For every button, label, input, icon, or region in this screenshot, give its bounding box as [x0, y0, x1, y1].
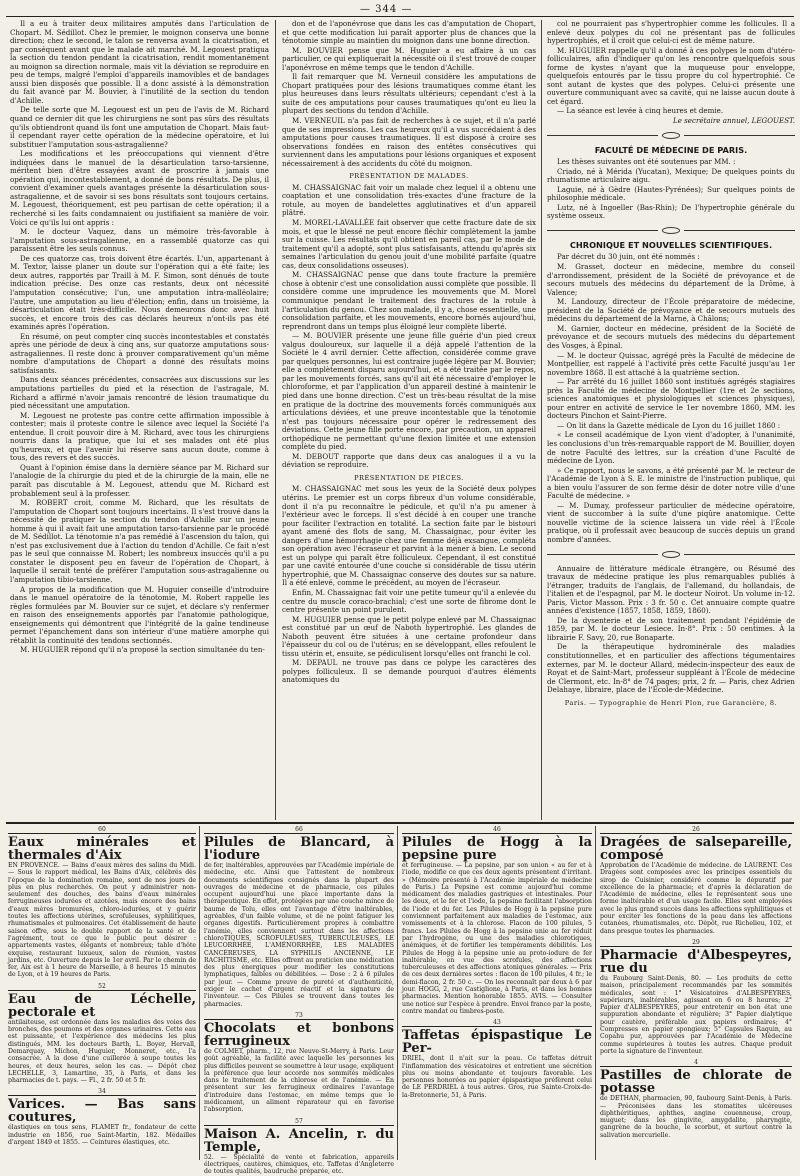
faculty-heading: FACULTÉ DE MÉDECINE DE PARIS.: [594, 144, 748, 155]
paragraph: M. HUGUIER répond qu'il n'a proposé la section simultanée du ten-: [20, 645, 265, 655]
ad-number: 26: [600, 826, 792, 834]
paragraph: Lutz, né à Ingoeller (Bas-Rhin); De l'hypertrophie générale du système osseux.: [547, 202, 795, 221]
ad-title: Taffetas épispastique Le Per-: [402, 1028, 592, 1057]
paragraph: De ces quatorze cas, trois doivent être écartés. L'un, appartenant à M. Textor, laisse planer un doute sur l'opération qui a été faite; les deux autres, rapportés par Traill à M. F. Simon, sont dénués de toute indication précise. Des onze cas restants, deux ont nécessité l'amputation consécutive; l'un, une amputation intra-malléolaire; l'autre, une amputation au lieu d'élection; enfin, dans un troisième, la désarticulation était très-difficile. Nous demeurons donc avec huit succès, et encore trois des cas déclarés heureux n'ont-ils pas été examinés après l'opération.: [10, 253, 269, 332]
ad-block: [402, 826, 592, 1015]
ad-column-1: [8, 826, 196, 1160]
ad-column-2: [204, 826, 394, 1176]
paragraph: De telle sorte que M. Legouest est un peu de l'avis de M. Richard quand ce dernier dit que les chirurgiens ne sont pas sûrs des résultats qu'ils obtiendront quand ils font une amputation de Chopart. Mais faut-il cependant rayer cette opération de la médecine opératoire, et lui substituer l'amputation sous-astragalienne?: [10, 105, 269, 149]
ad-body: EN PROVENCE. — Bains d'eaux mères des salins du Midi. — Sous le rapport médical, les Bains d'Aix, célébrés dès l'époque de la domination romaine, sont de nos jours de plus en plus recherchés. On peut y administrer non-seulement des douches, des bains d'eaux minérales ferrugineuses iodurées et azotées, mais encore des bains d'eaux mères bromurées, chloro-iodurées, et y guérir toutes les affections utérines, scrofuleuses, syphilitiques, rhumatismales et pulmonaires. Cet établissement de haute saison offre, sous le double rapport de la santé et de l'agrément, tout ce que le public peut désirer : appartements vastes, élégants et nombreux; table d'hôte exquise, restaurant luxueux, salon de réunion, vastes jardins, etc. Ouverture depuis le 1er avril. Par le chemin de fer, Aix est à 1 heure de Marseille, à 8 heures 15 minutes de Lyon, et à 19 heures de Paris.: [8, 862, 196, 979]
paragraph: Enfin, M. Chassaignac fait voir une petite tumeur qu'il a enlevée du centre du muscle coraco-brachial; c'est une sorte de fibrome dont le centre présente un point purulent.: [282, 588, 536, 615]
section-subheading: PRÉSENTATION DE PIÈCES.: [354, 473, 464, 482]
paragraph: M. BOUVIER pense que M. Huguier a eu affaire à un cas particulier, ce qui expliquerait la nécessité où il s'est trouvé de couper l'aponévrose en même temps que le tendon d'Achille.: [282, 45, 536, 72]
column-divider: [595, 826, 596, 1160]
ad-title: Dragées de salsepareille, composé: [600, 835, 792, 863]
paragraph: M. DEBOUT rapporte que dans deux cas analogues il a vu la déviation se reproduire.: [282, 451, 536, 470]
ad-body: de COLMET, pharm., 12, rue Neuve-St-Merry, à Paris. Leur goût agréable, la facilité avec laquelle les personnes les plus difficiles peuvent se soumettre à leur usage, expliquent la préférence que leur accorde nos sommités médicales dans le traitement de la chlorose et de l'anémie. — En présentent sur les ferrugineux ordinaires l'avantage d'introduire dans l'estomac, en même temps que le médicament, un aliment réparateur qui en favorise l'absorption.: [204, 1047, 394, 1114]
column-divider: [397, 826, 398, 1160]
paragraph: Quant à l'opinion émise dans la dernière séance par M. Richard sur l'analogie de la chirurgie du pied et de la chirurgie de la main, elle ne paraît pas discutable à M. Legouest, attendu que M. Richard est probablement seul à la professer.: [10, 462, 269, 498]
ad-number: 4: [600, 1059, 792, 1067]
paragraph: M. Garnier, docteur en médecine, président de la Société de prévoyance et de secours mutuels des médecins du département des Vosges, à Épinal.: [547, 323, 795, 350]
paragraph: M. ROBERT croit, comme M. Richard, que les résultats de l'amputation de Chopart sont toujours incertains. Il s'est trouvé dans la nécessité de pratiquer la section du tendon d'Achille sur un jeune homme à qui il avait fait une amputation tarso-tarsienne par le procédé de M. Sédillot. La ténotomie n'a pas remédié à l'ascension du talon, qui n'est pas exclusivement due à l'action du tendon d'Achille. Ce fait n'est pas le seul que connaisse M. Robert; les nombreux insuccès qu'il a pu constater le disposent peu en faveur de l'opération de Chopart, à laquelle il serait tenté de préférer l'amputation sous-astragalienne ou l'amputation tibio-tarsienne.: [10, 498, 269, 584]
column-2: [282, 20, 536, 820]
top-rule: [6, 16, 794, 17]
paragraph: A propos de la modification que M. Huguier conseille d'introduire dans le manuel opératoire de la ténotomie, M. Robert rappelle les règles formulées par M. Bouvier sur ce sujet, et déclare s'y renfermer en raison des enseignements apportés par l'anatomie pathologique, enseignements qui démontrent que l'intégrité de la gaîne tendineuse permet l'épanchement dans son intérieur d'une matière amorphe qui rétablit la continuité des tendons sectionnés.: [10, 584, 269, 645]
paragraph: Il a eu à traiter deux militaires amputés dans l'articulation de Chopart. M. Sédillot. Chez le premier, le moignon conserva une bonne direction; chez le second, le talon se renversa avant la cicatrisation, et par conséquent avant que le malade ait marché. M. Legouest pratiqua la section du tendon pendant la cicatrisation, rendit momentanément au moignon sa direction normale, mais vit la déviation se reproduire en peu de temps, malgré l'emploi d'appareils inamovibles et de bandages aussi bien disposés que possible. Il a donc assisté à la démonstration du fait avancé par M. Bouvier, à l'inutilité de la section du tendon d'Achille.: [10, 19, 269, 105]
column-divider: [199, 826, 200, 1160]
ad-number: 29: [600, 939, 792, 947]
paragraph: M. HUGUIER rappelle qu'il a donné à ces polypes le nom d'utéro-folliculaires, afin d'indiquer qu'on les rencontre quelquefois sous forme de kystes n'ayant que la muqueuse pour enveloppe, quelquefois entourés par le tissu propre du col hypertrophié. Ce sont autant de kystes que des polypes. Celui-ci présente une ouverture communiquant avec sa cavité, qui ne laisse aucun doute à cet égard.: [547, 45, 795, 106]
ad-block: [600, 826, 792, 935]
ad-number: 57: [204, 1118, 394, 1126]
paragraph: M. MOREL-LAVALLÉE fait observer que cette fracture date de six mois, et que le blessé ne peut encore fléchir complètement la jambe sur la cuisse. Les résultats qu'il obtient en pareil cas, par le mode de traitement qu'il a adopté, sont plus satisfaisants, attendu qu'après six semaines l'articulation du genou jouit d'une mobilité parfaite (quatre cas, deux consolidations osseuses).: [282, 218, 536, 270]
bibliography-entry: Annuaire de littérature médicale étrangère, ou Résumé des travaux de médecine pratique les plus remarquables publiés à l'étranger, traduits de l'anglais, de l'allemand, du hollandais, de l'italien et de l'espagnol, par M. le docteur Noirot. Un volume in-12. Paris, Victor Masson. Prix : 3 fr. 50 c. Cet annuaire compte quatre années d'existence (1857, 1858, 1859, 1860).: [547, 563, 795, 616]
ad-number: 66: [204, 826, 394, 834]
ad-block: [600, 939, 792, 1055]
paragraph: Dans deux séances précédentes, consacrées aux discussions sur les amputations partielles du pied et la résection de l'astragale, M. Richard a affirmé n'avoir jamais rencontré de lésion traumatique du pied nécessitant une amputation.: [10, 375, 269, 411]
ad-block: [204, 1118, 394, 1176]
ad-number: 60: [8, 826, 196, 834]
paragraph: Criado, né à Mérida (Yucatan), Mexique; De quelques points du rhumatisme articulaire aigu.: [547, 166, 795, 185]
ad-column-4: [600, 826, 792, 1160]
paragraph: — M. BOUVIER présente une jeune fille guérie d'un pied creux valgus douloureux, sur laquelle il a déjà appelé l'attention de la Société le 4 avril dernier. Cette affection, considérée comme grave par quelques personnes, lui est contraire jugée légère par M. Bouvier; elle a complètement disparu aujourd'hui, et a été traitée par le repos, par les mouvements forcés, sans qu'il ait été nécessaire d'employer le chloroforme, et par l'application d'un appareil destiné à maintenir le pied dans une bonne direction. C'est un très-beau résultat de la mise en pratique de la doctrine des mouvements forcés communiqués aux articulations déviées, et une preuve incontestable que la ténotomie n'est pas toujours nécessaire pour opérer le redressement des déviations. Cette jeune fille porte encore, par précaution, un appareil orthopédique ne permettant qu'une flexion limitée et une extension complète du pied.: [282, 331, 536, 452]
paragraph: — Par arrêté du 16 juillet 1860 sont institués agrégés stagiaires près la Faculté de médecine de Montpellier (1re et 2e sections, sciences anatomiques et physiologiques et sciences physiques), pour entrer en activité de service le 1er novembre 1860, MM. les docteurs Pinchon et Saint-Pierre.: [547, 377, 795, 421]
ad-body: 52. — Spécialité de vente et fabrication, appareils électriques, cautères, chimiques, etc. Taffetas d'Angleterre de toutes qualités, baudruche préparée, etc.: [204, 1153, 394, 1176]
paragraph: » Ce rapport, nous le savons, a été présenté par M. le recteur de l'Académie de Lyon à S. E. le ministre de l'instruction publique, qui a bien voulu l'assurer de son ferme désir de doter notre ville d'une Faculté de médecine. »: [547, 465, 795, 501]
paragraph: En résumé, on peut compter cinq succès incontestables et constatés après une période de deux à cinq ans, sur quatorze amputations sous-astragaliennes. Il reste donc à prouver comparativement qu'un même nombre d'amputations de Chopart a donné des résultats moins satisfaisants.: [10, 331, 269, 375]
ad-number: 46: [402, 826, 592, 834]
paragraph: M. CHASSAIGNAC met sous les yeux de la Société deux polypes utérins. Le premier est un corps fibreux d'un volume considérable, dont il n'a pu reconnaître le pédicule, et qu'il n'a pu amener à l'extérieur avec le forceps. Il s'est décidé à en couper une tranche pour faciliter l'extraction en totalité. La section faite par le bistouri ayant amené des flots de sang, M. Chassaignac, pour éviter les dangers d'une hémorrhagie chez une femme déjà exsangue, compléta son opération avec l'écraseur et parvint à la mener à bien. Le second est un polype qui paraît être folliculeux. Cependant, il est constitué par une cavité entourée d'une couche si considérable de tissu utérin hypertrophié, que M. Chassaignac conserve des doutes sur sa nature. Il a été enlevé, comme le précédent, au moyen de l'écraseur.: [282, 484, 536, 588]
ornament-divider: [547, 227, 795, 235]
paragraph: M. Landouzy, directeur de l'École préparatoire de médecine, président de la Société de prévoyance et de secours mutuels des médecins du département de la Marne, à Châlons;: [547, 297, 795, 324]
paragraph: col ne pourraient pas s'hypertrophier comme les follicules. Il a enlevé deux polypes du col ne présentant pas de follicules hypertrophiés, et il croit que celui-ci est de même nature.: [547, 19, 795, 46]
paragraph: — La séance est levée à cinq heures et demie.: [557, 106, 724, 116]
paragraph: M. CHASSAIGNAC fait voir un malade chez lequel il a obtenu une coaptation et une consolidation très-exactes d'une fracture de la rotule, au moyen de bandelettes agglutinatives et d'un appareil plâtré.: [282, 182, 536, 218]
page-number: — 344 —: [360, 4, 413, 15]
ad-number: 52: [8, 983, 196, 991]
ad-title: Pharmacie d'Albespeyres, rue du: [600, 947, 792, 976]
ad-block: [402, 1019, 592, 1099]
paragraph: Par décret du 30 juin, ont été nommés :: [557, 252, 700, 262]
ad-body: Approbation de l'Académie de médecine. de LAURENT. Ces Dragées sont composées avec les principes essentiels du sirop de Cuisinier, considéré comme le dépuratif par excellence de la pharmacie; et d'après la déclaration de l'Académie de médecine, elles le représentent sous une forme inaltérable et d'un usage facile. Elles sont employées avec le plus grand succès dans les affections syphilitiques et pour exciter les fonctions de la peau dans les affections cutanées, rhumatismales, etc. Dépôt, rue Richelieu, 102, et dans presque toutes les pharmacies.: [600, 862, 792, 935]
ad-body: de DETHAN, pharmacien, 90, faubourg Saint-Denis, à Paris. — Préconisées dans les stomatites ulcéreuses diphthéritiques, aphthes, angine couenneuse, croup, muguet; dans les gingivite, amygdalite, pharyngite, gangrène de la bouche, le scorbut, et surtout contre la salivation mercurielle.: [600, 1095, 792, 1139]
bibliography-entry: De la thérapeutique hydrominérale des maladies constitutionnelles, et en particulier des affections tégumentaires externes, par M. le docteur Allard, médecin-inspecteur des eaux de Royat et de Saint-Mart, professeur suppléant à l'École de médecine de Clermont, etc. In-8° de 74 pages; prix, 2 fr. — Paris, chez Adrien Delahaye, libraire, place de l'École-de-Médecine.: [547, 642, 795, 695]
ad-body: du Faubourg Saint-Denis, 80. — Les produits de cette maison, principalement recommandés par les sommités médicales, sont : 1° Vésicatoires d'ALBESPEYRES, supérieurs, inaltérables, agissant en 6 ou 8 heures; 2° Papier d'ALBESPEYRES, pour entretenir en bon état une suppuration abondante et régulière; 3° Papier dialytique pour cautère, préférable aux papiers ordinaires; 4° Compresses en papier spongieux; 5° Capsules Raquin, au Copahu pur, approuvées par l'Académie de Médecine comme supérieures à toutes les autres. Chaque produit porte la signature de l'inventeur.: [600, 974, 792, 1055]
paragraph: M. HUGUIER pense que le petit polype enlevé par M. Chassaignac est constitué par un œuf de Naboth hypertrophié. Les glandes de Naboth peuvent être situées à une certaine profondeur dans l'épaisseur du col ou de l'utérus; en se développant, elles refoulent le tissu utérin et, ensuite, se pédiculisent lorsqu'elles ont franchi le col.: [282, 614, 536, 658]
paragraph: M. DEPAUL ne trouve pas dans ce polype les caractères des polypes folliculeux. Il se demande pourquoi d'autres éléments anatomiques du: [282, 658, 536, 685]
paragraph: M. Grasset, docteur en médecine, membre du conseil d'arrondissement, président de la Société de prévoyance et de secours mutuels des médecins du département de la Drôme, à Valence;: [547, 262, 795, 297]
ad-title: Pilules de Hogg à la pepsine pure: [402, 835, 592, 863]
paragraph: — M. le docteur Quissac, agrégé près la Faculté de médecine de Montpellier, est rappelé à l'activité près cette Faculté jusqu'au 1er novembre 1868. Il est attaché à la quatrième section.: [547, 350, 795, 377]
ad-number: 43: [402, 1019, 592, 1027]
ad-body: antilaiteuse, est ordonnée dans les maladies des voies des bronches, des poumons et des organes urinaires. Cette eau est puissante, et l'expérience des médecins les plus distingués, MM. les docteurs Barth, L. Boyer, Hervall, Demarquay, Michon, Huguier, Monneret, etc., l'a consacrée. A la dose d'une cuillerée à soupe toutes les heures, et deux heures, selon les cas. — Dépôt chez LECHELLE, 3, Lamartine, 35, à Paris, et dans les pharmacies de t. pays. — Fl., 2 fr. 50 et 5 fr.: [8, 1018, 196, 1085]
ad-title: Pilules de Blancard, à l'iodure: [204, 835, 394, 863]
section-subheading: PRÉSENTATION DE MALADES.: [349, 172, 469, 181]
secretary-signature: Le secrétaire annuel, LEGOUEST.: [673, 116, 795, 126]
ad-title: Eaux minérales et thermales d'Aix: [8, 835, 196, 863]
ad-column-3: [402, 826, 592, 1160]
ad-block: [204, 1012, 394, 1114]
ad-block: [8, 983, 196, 1085]
column-divider: [541, 20, 542, 820]
ad-block: [204, 826, 394, 1008]
ad-block: [600, 1059, 792, 1139]
ad-title: Maison A. Ancelin, r. du Temple,: [204, 1126, 394, 1155]
ad-body: élastiques en tous sens, FLAMET fr., fondateur de cette industrie en 1856, rue Saint-Martin, 182. Médailles d'argent 1849 et 1855. — Ceintures élastiques, etc.: [8, 1124, 196, 1147]
printer-imprint: Paris. — Typographie de Henri Plon, rue Garancière, 8.: [564, 698, 778, 707]
ad-title: Varices. — Bas sans coutures,: [8, 1097, 196, 1126]
bibliography-entry: De la dysenterie et de son traitement pendant l'épidémie de 1859, par M. le docteur Lesiece. In-8°. Prix : 50 centimes. À la librairie F. Savy, 20, rue Bonaparte.: [547, 615, 795, 642]
ad-body: de fer, inaltérables, approuvées par l'Académie impériale de médecine, etc. Ainsi que l'attestent de nombreux documents scientifiques consignés dans la plupart des ouvrages de médecine et de pharmacie, ces pilules occupent aujourd'hui une place importante dans la thérapeutique. En effet, protégées par une couche mince de baume de Tolu, elles ont l'avantage d'être inaltérables, agréables, d'un faible volume, et de ne point fatiguer les organes digestifs. Particulièrement propres à combattre l'anémie, elles conviennent surtout dans les affections chloroTIQUES, SCROFULEUSES, TUBERCULEUSES, LE LEUCORRHÉE, L'AMÉNORRHÉE, LES MALADIES CANCÉREUSES, LA SYPHILIS ANCIENNE, LE RACHITISME, etc. Elles offrent au praticien une médication des plus énergiques pour modifier les constitutions lymphatiques, faibles ou débilitées. — Dose : 2 à 6 pilules par jour. — Comme preuve de pureté et d'authenticité, exiger le cachet d'argent réactif et la signature de l'inventeur. — Ces Pilules se trouvent dans toutes les pharmacies.: [204, 862, 394, 1008]
advertisements: [8, 826, 792, 1176]
paragraph: — On lit dans la Gazette médicale de Lyon du 16 juillet 1860 :: [557, 420, 781, 430]
paragraph: Laguie, né à Gèdre (Hautes-Pyrénées); Sur quelques points de philosophie médicale.: [547, 184, 795, 203]
chronicle-heading: CHRONIQUE ET NOUVELLES SCIENTIFIQUES.: [569, 239, 773, 250]
ad-body: et ferrugineuse. — La pepsine, par son union « au fer et à l'iode, modifie ce que ces deux agents présentent d'irritant. » (Mémoire présenté à l'Académie impériale de médecine de Paris.) La Pepsine est comme aujourd'hui comme médicament des maladies gastriques et intestinales. Pour les deux, et le fer et l'iode, la pepsine facilitant l'absorption de l'iode et du fer. Les Pilules de Hogg à la pepsine pure conviennent parfaitement aux maladies de l'estomac, aux vomissements et à la chlorose. Flacon de 100 pilules, 5 francs. Les Pilules de Hogg à la pepsine unie au fer réduit par l'hydrogène, ou une des maladies chlorotiques, anémiques, et de fortifier les tempéraments débilités. Les Pilules de Hogg à la pepsine unie au proto-iodure de fer inaltérable, en vue des scrofules, des affections tuberculeuses et des affections atoniques générales. — Prix de ces deux dernières sortes : flacon de 100 pilules, 4 fr.; le demi-flacon, 2 fr. 50 c. — On les reconnaît par deux à 6 par jour. HOGG, 2, rue Castiglione, à Paris, et dans les bonnes pharmacies. Mention honorable 1855. AVIS. — Consulter une notice sur l'espèce à prendre. Envoi franco par la poste, contre mandat ou timbres-poste.: [402, 862, 592, 1015]
ad-title: Eau de Léchelle, pectorale et: [8, 991, 196, 1020]
column-3: [547, 20, 795, 820]
paragraph: M. Legouest ne proteste pas contre cette affirmation impossible à contester; mais il proteste contre le silence avec lequel la Société l'a entendue. Il croit pouvoir dire à M. Richard, avec tous les chirurgiens nourris dans la pratique, que lui et ses malades ont été plus qu'heureux, et que l'avenir lui réserve sans aucun doute, comme à tous, des revers et des succès.: [10, 410, 269, 463]
ad-number: 73: [204, 1012, 394, 1020]
ad-title: Chocolats et bonbons ferrugineux: [204, 1020, 394, 1049]
paragraph: « Le conseil académique de Lyon vient d'adopter, à l'unanimité, les conclusions d'un très-remarquable rapport de M. Bouillier, doyen de notre Faculté des lettres, sur la création d'une Faculté de médecine de Lyon.: [547, 430, 795, 466]
ornament-divider: [547, 551, 795, 559]
ads-top-rule: [6, 822, 794, 824]
paragraph: M. CHASSAIGNAC pense que dans toute fracture la première chose à obtenir c'est une consolidation aussi complète que possible. Il considère comme une imprudence les mouvements que M. Morel communique pendant le traitement des fractures de la rotule à l'articulation du genou. Chez son malade, il y a, chose essentielle, une consolidation parfaite, et les mouvements, encore bornés aujourd'hui, reprendront dans un temps plus éloigné leur complète liberté.: [282, 270, 536, 331]
paragraph: — M. Dumay, professeur particulier de médecine opératoire, vient de succomber à la suite d'une piqûre anatomique. Cette nouvelle victime de la science laissera un vide réel à l'École pratique, où il professait avec beaucoup de succès depuis un grand nombre d'années.: [547, 500, 795, 544]
ad-block: [8, 1088, 196, 1146]
paragraph: don et de l'aponévrose que dans les cas d'amputation de Chopart, et que cette modification lui paraît apporter plus de chances que la ténotomie simple au maintien du moignon dans une bonne direction.: [282, 19, 536, 46]
paragraph: M. le docteur Vaquez, dans un mémoire très-favorable à l'amputation sous-astragalienne, en a rassemblé quatorze cas qui paraissent être les seuls connus.: [10, 227, 269, 254]
paragraph: M. VERNEUIL n'a pas fait de recherches à ce sujet, et il n'a parlé que de ses impressions. Les cas heureux qu'il a vus succédaient à des amputations pour causes traumatiques. Il est disposé à croire ses observations fondées en raison des entêtes consécutives qui surviennent dans les amputations pour lésions organiques et exposent nécessairement à des accidents du côté du moignon.: [282, 116, 536, 168]
ornament-divider: [547, 132, 795, 140]
paragraph: Les modifications et les préoccupations qui viennent d'être indiquées dans le manuel de la désarticulation tarso-tarsienne, méritent bien d'être essayées avant de proscrire à jamais une opération qui, incontestablement, a donné de bons résultats. De plus, il convient d'examiner quels avantages présente la désarticulation sous-astragalienne, et de savoir si ses bons résultats sont toujours certains. M. Legouest, théoriquement, est peu partisan de cette opération; il a recherché si les faits condamnaient ou justifiaient sa manière de voir. Voici ce qu'ils lui ont appris :: [10, 149, 269, 227]
column-1: [10, 20, 269, 820]
ad-body: DRIEL, dont il n'ait sur la peau. Ce taffetas détruit l'inflammation des vésicatoires et entretient une sécrétion plus ou moins abondante et toujours favorable. Les personnes honorées au papier épispastique préfèrent celui de LE PERDRIEL à tous autres. Gros, rue Sainte-Croix-de-la-Bretonnerie, 51, à Paris.: [402, 1055, 592, 1099]
ad-number: 34: [8, 1088, 196, 1096]
paragraph: Il fait remarquer que M. Verneuil considère les amputations de Chopart pratiquées pour des lésions traumatiques comme étant les plus heureuses dans leurs résultats ultérieurs; cependant c'est à la suite de ces amputations pour causes traumatiques qu'ont eu lieu la plupart des sections du tendon d'Achille.: [282, 72, 536, 116]
column-divider: [275, 20, 276, 820]
paragraph: Les thèses suivantes ont été soutenues par MM. :: [557, 157, 736, 167]
ad-title: Pastilles de chlorate de potasse: [600, 1068, 792, 1097]
ad-block: [8, 826, 196, 979]
